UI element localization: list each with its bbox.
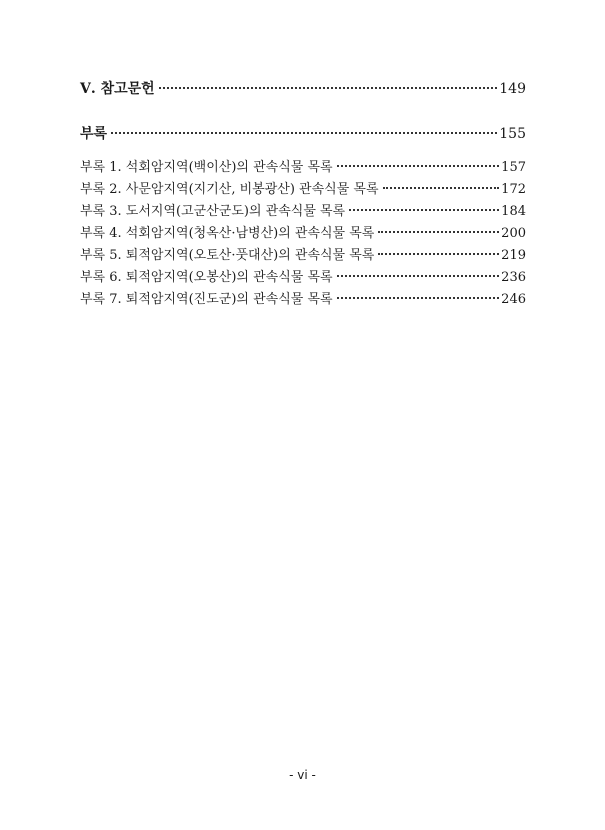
toc-appendix-item-4 bbox=[80, 222, 526, 241]
dot-leader bbox=[337, 297, 500, 299]
toc-item-page: 246 bbox=[501, 292, 526, 307]
toc-appendix-item-2 bbox=[80, 178, 526, 197]
dot-leader bbox=[159, 87, 498, 89]
dot-leader bbox=[378, 231, 499, 233]
toc-appendix-page: 155 bbox=[499, 126, 526, 142]
toc-appendix-item-1 bbox=[80, 156, 526, 175]
dot-leader bbox=[383, 187, 500, 189]
toc-references-page: 149 bbox=[499, 81, 526, 97]
toc-item-page: 184 bbox=[501, 204, 526, 219]
toc-appendix-item-7 bbox=[80, 288, 526, 307]
toc-item-label: 부록 7. 퇴적암지역(진도군)의 관속식물 목록 bbox=[80, 292, 333, 307]
dot-leader bbox=[337, 165, 500, 167]
toc-item-page: 236 bbox=[501, 270, 526, 285]
dot-leader bbox=[111, 132, 497, 134]
toc-item-label: 부록 3. 도서지역(고군산군도)의 관속식물 목록 bbox=[80, 204, 346, 219]
toc-item-label: 부록 4. 석회암지역(청옥산·남병산)의 관속식물 목록 bbox=[80, 226, 375, 241]
toc-appendix bbox=[80, 123, 526, 143]
toc-appendix-item-3 bbox=[80, 200, 526, 219]
toc-item-label: 부록 6. 퇴적암지역(오봉산)의 관속식물 목록 bbox=[80, 270, 333, 285]
dot-leader bbox=[378, 253, 499, 255]
toc-item-page: 219 bbox=[501, 248, 526, 263]
toc-references bbox=[80, 78, 526, 98]
toc-item-page: 172 bbox=[501, 182, 526, 197]
toc-item-label: 부록 5. 퇴적암지역(오토산·풋대산)의 관속식물 목록 bbox=[80, 248, 375, 263]
toc-references-label: Ⅴ. 참고문헌 bbox=[80, 81, 155, 97]
toc-item-label: 부록 2. 사문암지역(지기산, 비봉광산) 관속식물 목록 bbox=[80, 182, 379, 197]
toc-appendix-item-6 bbox=[80, 266, 526, 285]
page-number: - vi - bbox=[289, 768, 316, 782]
toc-appendix-item-5 bbox=[80, 244, 526, 263]
toc-item-label: 부록 1. 석회암지역(백이산)의 관속식물 목록 bbox=[80, 160, 333, 175]
toc-item-page: 200 bbox=[501, 226, 526, 241]
toc-item-page: 157 bbox=[501, 160, 526, 175]
dot-leader bbox=[337, 275, 500, 277]
dot-leader bbox=[349, 209, 499, 211]
toc-appendix-label: 부록 bbox=[80, 126, 108, 142]
